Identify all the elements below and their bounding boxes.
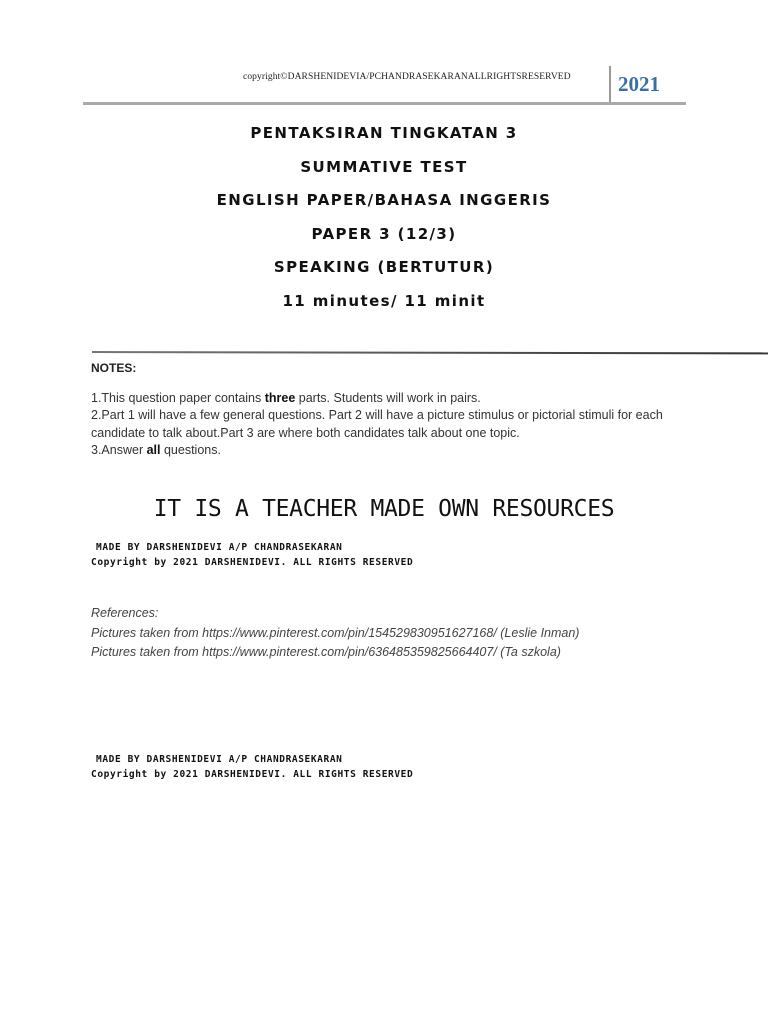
title-component: SPEAKING (BERTUTUR) [273,258,495,276]
notes-rule [92,351,768,354]
title-subject: ENGLISH PAPER/BAHASA INGGERIS [216,191,552,209]
credit-made-by: MADE BY DARSHENIDEVI A/P CHANDRASEKARAN [96,754,343,765]
note-item-2b: candidate to talk about.Part 3 are where both candidates talk about one topic. [91,425,520,440]
credit-block-bottom [91,752,413,782]
resources-banner: IT IS A TEACHER MADE OWN RESOURCES [153,496,615,522]
credit-made-by: MADE BY DARSHENIDEVI A/P CHANDRASEKARAN [96,542,343,553]
notes-heading: NOTES: [91,361,137,375]
notes-body [91,390,691,459]
note-item-3: 3.Answer all questions. [91,442,221,457]
header-year: 2021 [618,72,660,96]
references [91,604,579,663]
credit-copyright: Copyright by 2021 DARSHENIDEVI. ALL RIGHTS RESERVED [91,769,414,780]
title-duration: 11 minutes/ 11 minit [282,291,486,310]
credit-copyright: Copyright by 2021 DARSHENIDEVI. ALL RIGHTS RESERVED [91,557,414,568]
note-item-1: 1.This question paper contains three parts. Students will work in pairs. [91,391,481,405]
header-copyright: copyright©DARSHENIDEVIA/PCHANDRASEKARANALLRIGHTSRESERVED [243,72,571,82]
reference-2: Pictures taken from https://www.pinterest.com/pin/636485359825664407/ (Ta szkola) [91,645,561,659]
references-heading: References: [91,606,159,620]
credit-block-top [91,540,413,570]
title-assessment: PENTAKSIRAN TINGKATAN 3 [250,124,518,142]
header-rule [83,102,686,105]
title-paper: PAPER 3 (12/3) [311,224,457,243]
title-test-type: SUMMATIVE TEST [300,157,468,176]
header-divider [609,66,611,104]
title-block [0,122,768,323]
note-item-2a: 2.Part 1 will have a few general questions. Part 2 will have a picture stimulus or pictorial stimuli for each [91,408,663,423]
reference-1: Pictures taken from https://www.pinterest.com/pin/154529830951627168/ (Leslie Inman) [91,625,580,640]
